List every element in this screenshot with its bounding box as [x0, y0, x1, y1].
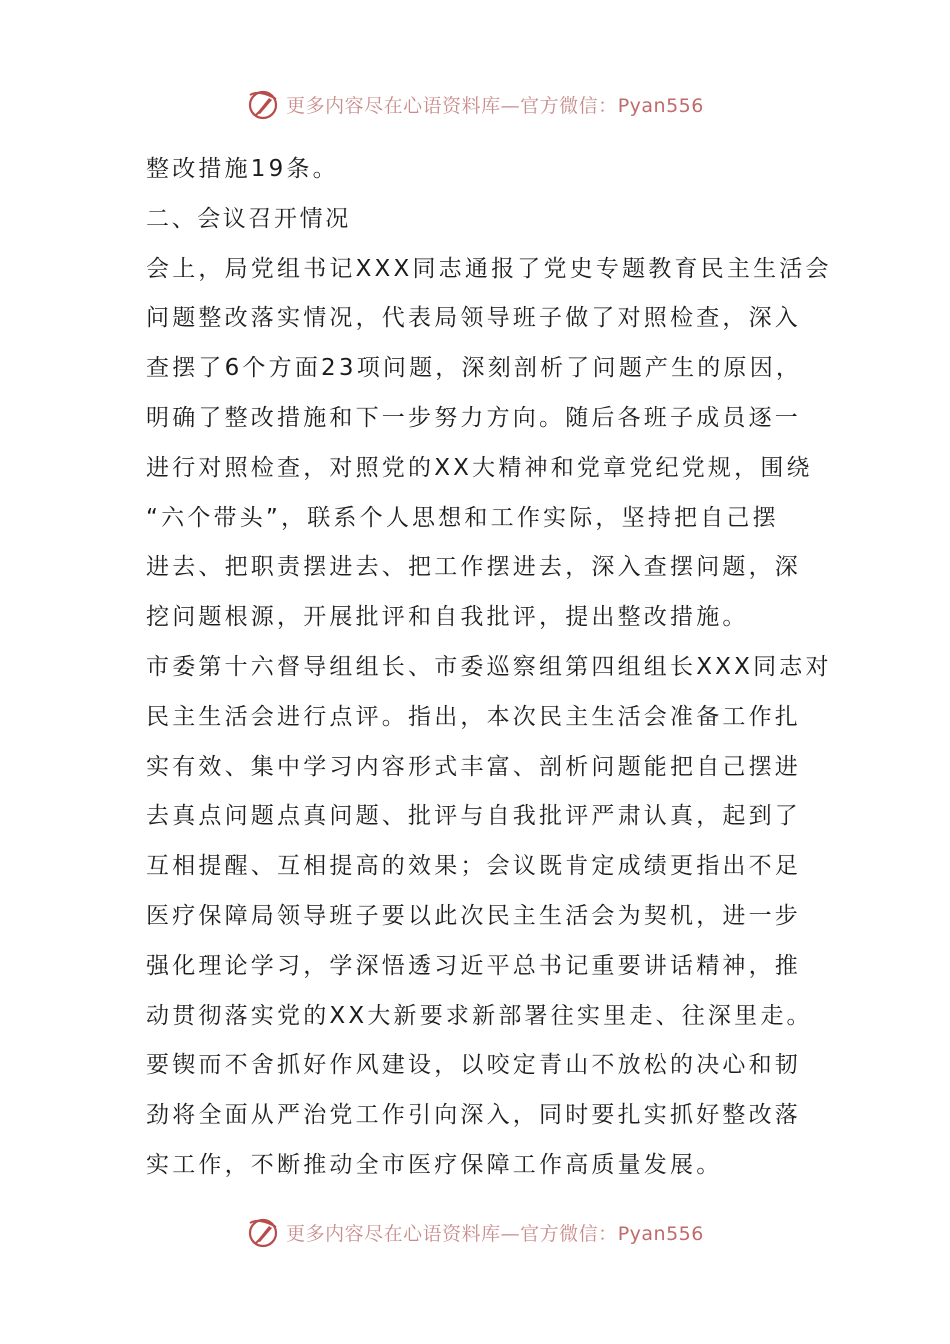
paragraph-line: 医疗保障局领导班子要以此次民主生活会为契机，进一步 [146, 902, 801, 929]
paragraph-line: 民主生活会进行点评。指出，本次民主生活会准备工作扎 [146, 703, 801, 730]
watermark-site-text: 更多内容尽在心语资料库— [286, 1222, 521, 1245]
quill-pen-circle-icon [246, 87, 280, 121]
paragraph-line: 动贯彻落实党的XX大新要求新部署往实里走、往深里走。 [146, 1002, 813, 1029]
paragraph-line: 会上，局党组书记XXX同志通报了党史专题教育民主生活会 [146, 255, 832, 282]
watermark-text [286, 1219, 704, 1246]
paragraph-line: 要锲而不舍抓好作风建设，以咬定青山不放松的决心和韧 [146, 1052, 801, 1079]
paragraph-line: 挖问题根源，开展批评和自我批评，提出整改措施。 [146, 604, 749, 631]
paragraph-line: “六个带头”，联系个人思想和工作实际，坚持把自己摆 [146, 504, 779, 531]
paragraph-line: 进行对照检查，对照党的XX大精神和党章党纪党规，围绕 [146, 454, 813, 481]
watermark-group [246, 87, 704, 121]
paragraph-line: 强化理论学习，学深悟透习近平总书记重要讲话精神，推 [146, 952, 801, 979]
paragraph-line: 明确了整改措施和下一步努力方向。随后各班子成员逐一 [146, 404, 801, 431]
paragraph-line: 实工作，不断推动全市医疗保障工作高质量发展。 [146, 1151, 723, 1178]
watermark-group [246, 1215, 704, 1249]
paragraph-line: 查摆了6个方面23项问题，深刻剖析了问题产生的原因， [146, 355, 803, 382]
paragraph-line: 劲将全面从严治党工作引向深入，同时要扎实抓好整改落 [146, 1102, 801, 1129]
watermark-text [286, 91, 704, 118]
paragraph-line: 问题整改落实情况，代表局领导班子做了对照检查，深入 [146, 305, 801, 332]
document-body [146, 145, 832, 1191]
watermark-wechat-id: Pyan556 [617, 94, 704, 117]
quill-pen-circle-icon [246, 1215, 280, 1249]
section-heading: 二、会议召开情况 [146, 205, 351, 232]
paragraph-line: 去真点问题点真问题、批评与自我批评严肃认真，起到了 [146, 803, 801, 830]
watermark-banner-top [0, 84, 950, 124]
paragraph-line: 市委第十六督导组组长、市委巡察组第四组组长XXX同志对 [146, 653, 832, 680]
paragraph-line: 实有效、集中学习内容形式丰富、剖析问题能把自己摆进 [146, 753, 801, 780]
watermark-wechat-label: 官方微信： [520, 1222, 618, 1245]
paragraph-line: 整改措施19条。 [146, 156, 339, 182]
watermark-site-text: 更多内容尽在心语资料库— [286, 94, 521, 117]
watermark-wechat-label: 官方微信： [520, 94, 618, 117]
paragraph-line: 互相提醒、互相提高的效果；会议既肯定成绩更指出不足 [146, 853, 801, 880]
paragraph-line: 进去、把职责摆进去、把工作摆进去，深入查摆问题，深 [146, 554, 801, 581]
watermark-banner-bottom [0, 1212, 950, 1252]
watermark-wechat-id: Pyan556 [617, 1222, 704, 1245]
